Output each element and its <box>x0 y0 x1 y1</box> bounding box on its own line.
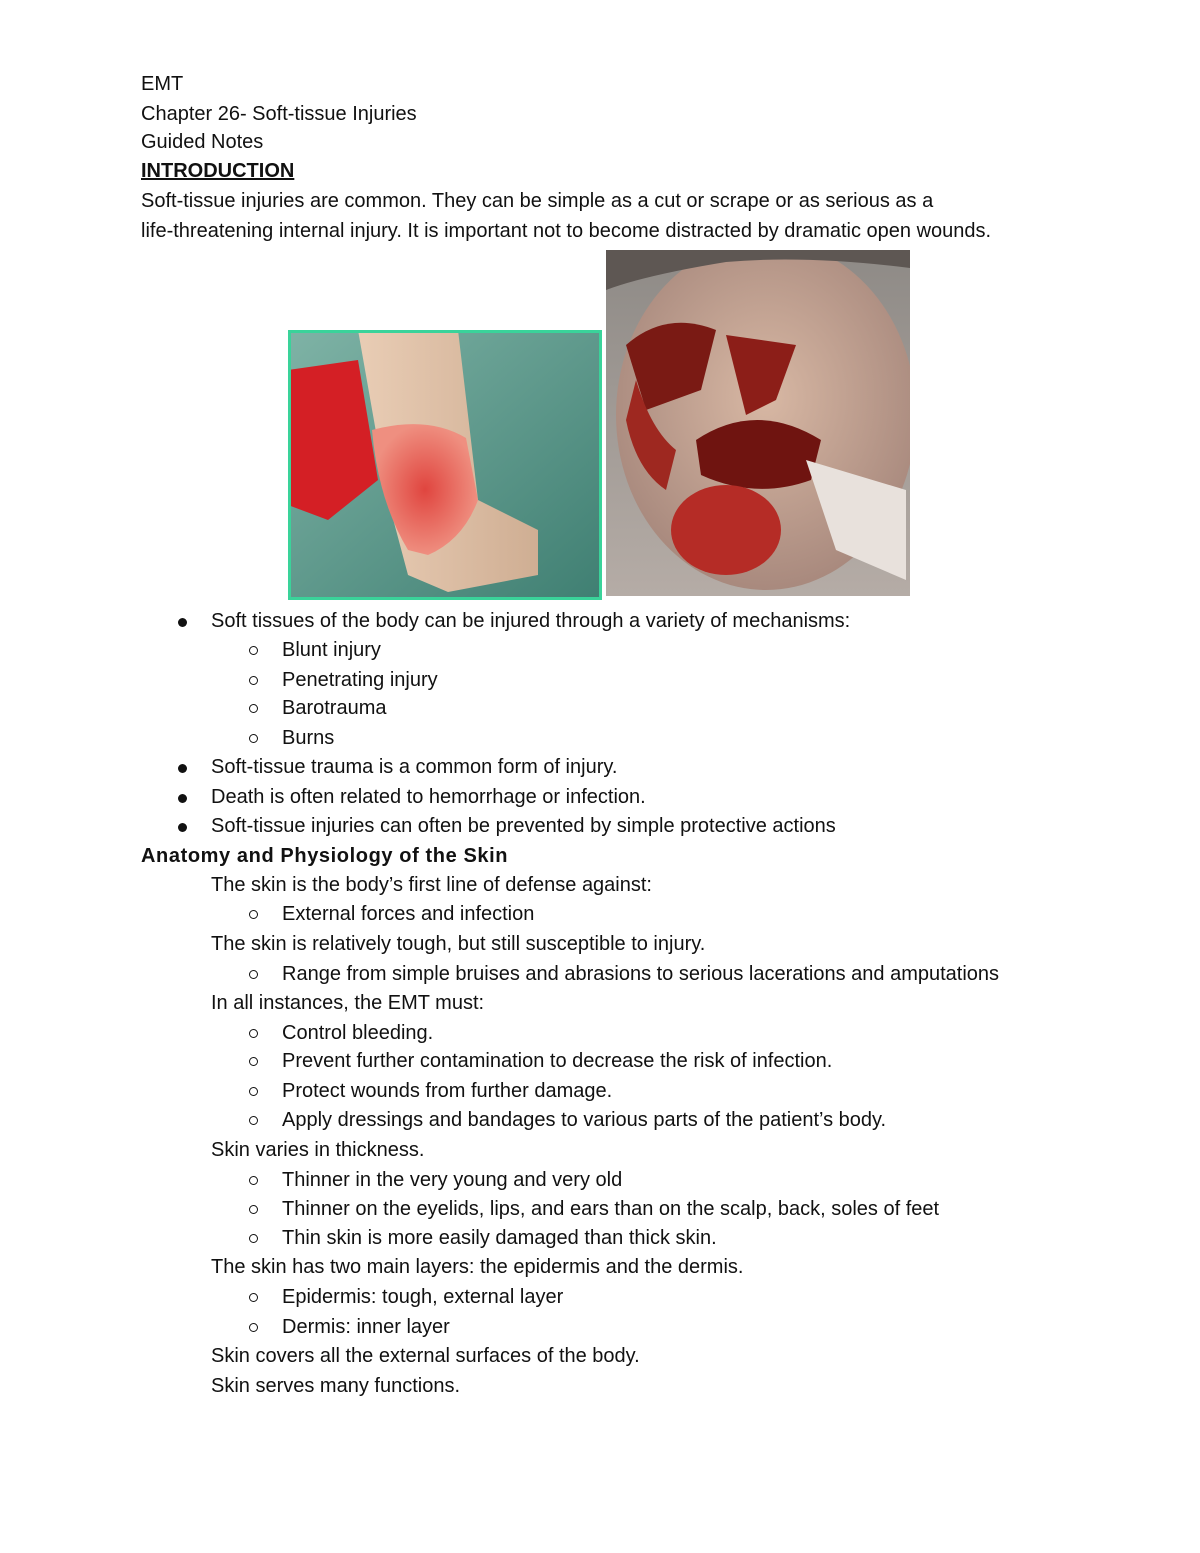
mechanisms-bullet: Soft tissues of the body can be injured through a variety of mechanisms: <box>211 610 851 632</box>
defense-line: The skin is the body’s first line of defense against: <box>211 874 652 896</box>
bullet-circle <box>249 1057 258 1066</box>
emt-must-item: Prevent further contamination to decrease the risk of infection. <box>282 1050 833 1072</box>
bullet-circle <box>249 1323 258 1332</box>
anatomy-heading: Anatomy and Physiology of the Skin <box>141 845 509 867</box>
layers-line: The skin has two main layers: the epidermis and the dermis. <box>211 1256 744 1278</box>
bullet-circle <box>249 910 258 919</box>
defense-item: External forces and infection <box>282 903 535 925</box>
death-bullet: Death is often related to hemorrhage or infection. <box>211 786 646 808</box>
bullet-circle <box>249 676 258 685</box>
bullet-disc <box>178 618 187 627</box>
bullet-circle <box>249 1234 258 1243</box>
thickness-item: Thinner on the eyelids, lips, and ears than on the scalp, back, soles of feet <box>282 1198 940 1220</box>
course-title: EMT <box>141 73 184 95</box>
mechanism-item: Penetrating injury <box>282 669 438 691</box>
bullet-circle <box>249 1029 258 1038</box>
thickness-item: Thinner in the very young and very old <box>282 1169 623 1191</box>
tough-line: The skin is relatively tough, but still susceptible to injury. <box>211 933 706 955</box>
mechanism-item: Blunt injury <box>282 639 381 661</box>
covers-line: Skin covers all the external surfaces of the body. <box>211 1345 640 1367</box>
bullet-circle <box>249 1176 258 1185</box>
emt-must-item: Protect wounds from further damage. <box>282 1080 613 1102</box>
bullet-circle <box>249 734 258 743</box>
mechanism-item: Burns <box>282 727 335 749</box>
layers-item: Dermis: inner layer <box>282 1316 450 1338</box>
emt-must-item: Control bleeding. <box>282 1022 434 1044</box>
trauma-bullet: Soft-tissue trauma is a common form of injury. <box>211 756 618 778</box>
abrasion-elbow-photo <box>288 330 602 600</box>
head-trauma-photo <box>606 250 910 596</box>
prevention-bullet: Soft-tissue injuries can often be prevented by simple protective actions <box>211 815 836 837</box>
bullet-circle <box>249 1116 258 1125</box>
document-type: Guided Notes <box>141 131 264 153</box>
intro-paragraph-line-2: life-threatening internal injury. It is important not to become distracted by dramatic open wounds. <box>141 220 992 242</box>
bullet-disc <box>178 764 187 773</box>
thickness-line: Skin varies in thickness. <box>211 1139 425 1161</box>
mechanism-item: Barotrauma <box>282 697 387 719</box>
bullet-circle <box>249 1293 258 1302</box>
bullet-disc <box>178 794 187 803</box>
bullet-disc <box>178 823 187 832</box>
intro-paragraph-line-1: Soft-tissue injuries are common. They can be simple as a cut or scrape or as serious as a <box>141 190 934 212</box>
intro-heading: INTRODUCTION <box>141 160 295 182</box>
bullet-circle <box>249 1205 258 1214</box>
functions-line: Skin serves many functions. <box>211 1375 460 1397</box>
layers-item: Epidermis: tough, external layer <box>282 1286 564 1308</box>
bullet-circle <box>249 1087 258 1096</box>
emt-must-line: In all instances, the EMT must: <box>211 992 485 1014</box>
bullet-circle <box>249 970 258 979</box>
tough-item: Range from simple bruises and abrasions to serious lacerations and amputations <box>282 963 1000 985</box>
bullet-circle <box>249 646 258 655</box>
bullet-circle <box>249 704 258 713</box>
thickness-item: Thin skin is more easily damaged than thick skin. <box>282 1227 717 1249</box>
emt-must-item: Apply dressings and bandages to various parts of the patient’s body. <box>282 1109 887 1131</box>
chapter-title: Chapter 26- Soft-tissue Injuries <box>141 103 417 125</box>
